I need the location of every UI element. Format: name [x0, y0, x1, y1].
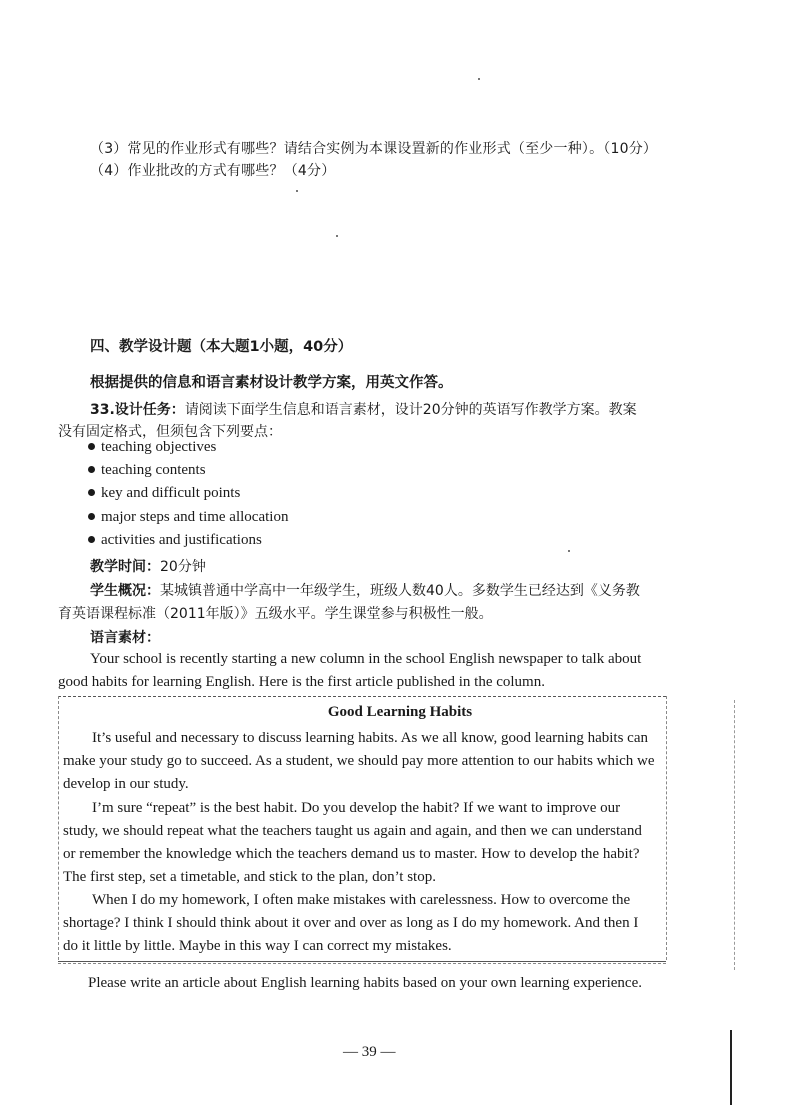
- scan-edge-line: [734, 700, 735, 970]
- scan-speck: [336, 235, 338, 237]
- student-profile-line-1: [90, 580, 640, 600]
- article-p1-line-1: It’s useful and necessary to discuss learning habits. As we all know, good learning habits can: [92, 730, 648, 746]
- teaching-time: [90, 556, 206, 576]
- article-p3-line-1: When I do my homework, I often make mistakes with carelessness. How to overcome the: [92, 892, 631, 908]
- student-profile-text: 某城镇普通中学高中一年级学生，班级人数40人。多数学生已经达到《义务教: [160, 583, 640, 599]
- requirement-text: activities and justifications: [101, 532, 262, 548]
- scan-edge-line: [730, 1030, 732, 1105]
- article-box-left-edge: [58, 696, 59, 960]
- student-profile-label: 学生概况：: [90, 583, 160, 599]
- bullet-icon: [88, 489, 95, 496]
- teaching-time-label: 教学时间：: [90, 559, 160, 575]
- requirement-text: teaching objectives: [101, 439, 217, 455]
- article-p1-line-3: develop in our study.: [63, 776, 189, 792]
- teaching-time-value: 20分钟: [160, 559, 206, 575]
- task-text: 请阅读下面学生信息和语言素材，设计20分钟的英语写作教学方案。教案: [184, 402, 637, 418]
- scan-speck: [296, 190, 298, 192]
- requirement-item: [88, 485, 240, 502]
- material-intro-2: good habits for learning English. Here is the first article published in the column.: [58, 674, 545, 690]
- article-p2-line-1: I’m sure “repeat” is the best habit. Do you develop the habit? If we want to improve our: [92, 800, 621, 816]
- requirement-item: [88, 439, 216, 456]
- bullet-icon: [88, 536, 95, 543]
- material-label: 语言素材：: [90, 630, 160, 646]
- task-label: 33.设计任务：: [90, 402, 185, 418]
- question-3: （3）常见的作业形式有哪些？请结合实例为本课设置新的作业形式（至少一种）。（10分）: [90, 141, 658, 157]
- task-line-2: 没有固定格式，但须包含下列要点：: [58, 424, 282, 440]
- bullet-icon: [88, 513, 95, 520]
- article-p2-line-2: study, we should repeat what the teachers taught us again and again, and then we can understand: [63, 823, 642, 839]
- requirement-text: major steps and time allocation: [101, 509, 289, 525]
- requirement-text: teaching contents: [101, 462, 206, 478]
- article-p2-line-4: The first step, set a timetable, and stick to the plan, don’t stop.: [63, 869, 436, 885]
- question-4: （4）作业批改的方式有哪些？（4分）: [90, 163, 336, 179]
- requirement-text: key and difficult points: [101, 485, 241, 501]
- article-p2-line-3: or remember the knowledge which the teachers demand us to master. How to develop the habit?: [63, 846, 640, 862]
- requirement-item: [88, 462, 206, 479]
- article-p3-line-3: do it little by little. Maybe in this way I can correct my mistakes.: [63, 938, 452, 954]
- scan-speck: [478, 78, 480, 80]
- bullet-icon: [88, 466, 95, 473]
- requirement-item: [88, 532, 262, 549]
- article-box-right-edge: [666, 696, 667, 960]
- scan-speck: [568, 550, 570, 552]
- page-number: — 39 —: [343, 1044, 396, 1060]
- student-profile-line-2: 育英语课程标准（2011年版）》五级水平。学生课堂参与积极性一般。: [58, 606, 493, 622]
- article-box-bottom-rule: [58, 963, 666, 964]
- article-p3-line-2: shortage? I think I should think about it over and over as long as I do my homework. And then I: [63, 915, 639, 931]
- section-heading: 四、教学设计题（本大题1小题，40分）: [90, 339, 353, 355]
- section-instruction: 根据提供的信息和语言素材设计教学方案，用英文作答。: [90, 375, 453, 391]
- task-line-1: [90, 399, 637, 419]
- article-title: Good Learning Habits: [327, 704, 473, 720]
- article-p1-line-2: make your study go to succeed. As a student, we should pay more attention to our habits which we: [63, 753, 655, 769]
- material-intro-1: Your school is recently starting a new column in the school English newspaper to talk about: [90, 651, 642, 667]
- requirement-item: [88, 509, 288, 526]
- writing-prompt: Please write an article about English learning habits based on your own learning experience.: [88, 975, 642, 991]
- bullet-icon: [88, 443, 95, 450]
